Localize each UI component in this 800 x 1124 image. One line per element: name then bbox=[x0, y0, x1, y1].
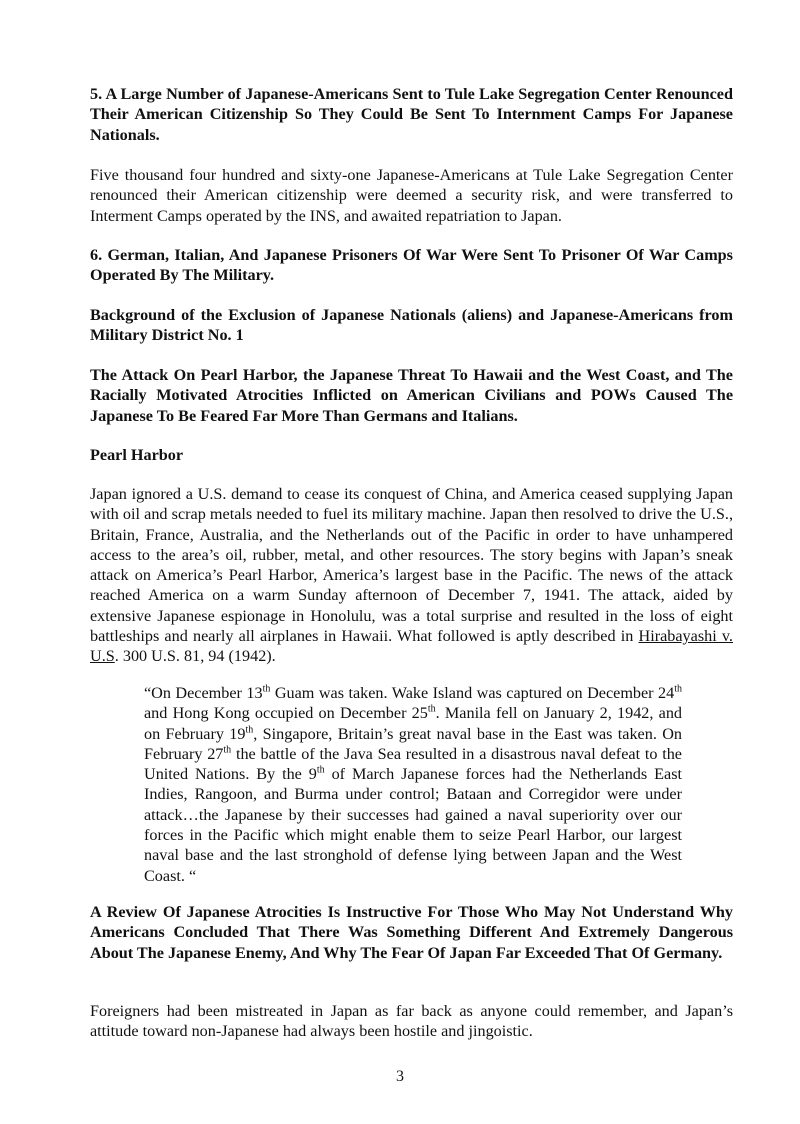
paragraph-review: Foreigners had been mistreated in Japan as far back as anyone could remember, and Japan’s attitude toward non-Japanese had always been hostile and jingoistic. bbox=[90, 1002, 733, 1041]
page-number: 3 bbox=[396, 1068, 404, 1085]
quote-part: “On December 13 bbox=[144, 684, 263, 702]
quote-sup: th bbox=[245, 724, 254, 736]
paragraph-pearl-harbor bbox=[90, 484, 733, 667]
quote-part: Guam was taken. Wake Island was captured on December 24 bbox=[270, 684, 675, 702]
paragraph-section-5: Five thousand four hundred and sixty-one Japanese-Americans at Tule Lake Segregation Center renounced their American citizenship were deemed a security risk, and were transferred to Interment Camps operated by the INS, and awaited repatriation to Japan. bbox=[90, 166, 733, 225]
quote-sup: th bbox=[223, 744, 232, 756]
quote-part: and Hong Kong occupied on December 25 bbox=[144, 704, 428, 723]
quote-part: . Manila fell on January 2, 1942, and on February 19 bbox=[144, 704, 683, 743]
quote-sup: th bbox=[262, 683, 271, 695]
quote-sup: th bbox=[427, 703, 436, 715]
heading-pearl-harbor: Pearl Harbor bbox=[90, 446, 184, 464]
quote-part: the battle of the Java Sea resulted in a disastrous naval defeat to the United Nations. By the 9 bbox=[144, 744, 682, 784]
heading-section-5: 5. A Large Number of Japanese-Americans Sent to Tule Lake Segregation Center Renounced Their American Citizenship So They Could Be Sent To Internment Camps For Japanese Nationals. bbox=[90, 85, 733, 144]
case-citation-link: Hirabayashi v. U.S bbox=[90, 627, 733, 666]
case-citation-text: . 300 U.S. 81, 94 (1942). bbox=[114, 647, 276, 666]
heading-section-6: 6. German, Italian, And Japanese Prisoners Of War Were Sent To Prisoner Of War Camps Operated By The Military. bbox=[90, 246, 733, 285]
quote-part: , Singapore, Britain’s great naval base in the East was taken. On February 27 bbox=[144, 724, 682, 763]
quote-part: of March Japanese forces had the Netherlands East Indies, Rangoon, and Burma under control; Bataan and Corregidor were under attack…the Japanese by their successes had gained a naval superiority over our forces in the Pacific which might enable them to seize Pearl Harbor, our largest naval base and the last stronghold of defense lying between Japan and the West Coast. “ bbox=[144, 765, 682, 885]
pearl-text: Japan ignored a U.S. demand to cease its conquest of China, and America ceased supplying Japan with oil and scrap metals needed to fuel its military machine. Japan then resolved to drive the U.S., Britain, France, Australia, and the Netherlands out of the Pacific in order to have unhampered access to the area’s oil, rubber, metal, and other resources. The story begins with Japan’s sneak attack on America’s Pearl Harbor, America’s largest base in the Pacific. The news of the attack reached America on a warm Sunday afternoon of December 7, 1941. The attack, aided by extensive Japanese espionage in Honolulu, was a total surprise and resulted in the loss of eight battleships and nearly all airplanes in Hawaii. What followed is aptly described in bbox=[90, 485, 733, 646]
heading-attack: The Attack On Pearl Harbor, the Japanese Threat To Hawaii and the West Coast, and The Racially Motivated Atrocities Inflicted on American Civilians and POWs Caused The Japanese To Be Feared Far More Than Germans and Italians. bbox=[90, 366, 733, 425]
heading-review: A Review Of Japanese Atrocities Is Instructive For Those Who May Not Understand Why Americans Concluded That There Was Something Different And Extremely Dangerous About The Japanese Enemy, And Why The Fear Of Japan Far Exceeded That Of Germany. bbox=[90, 903, 733, 962]
quote-sup: th bbox=[316, 764, 325, 776]
quote-sup: th bbox=[674, 683, 682, 695]
block-quote bbox=[144, 683, 682, 886]
heading-background: Background of the Exclusion of Japanese Nationals (aliens) and Japanese-Americans from Military District No. 1 bbox=[90, 306, 733, 345]
